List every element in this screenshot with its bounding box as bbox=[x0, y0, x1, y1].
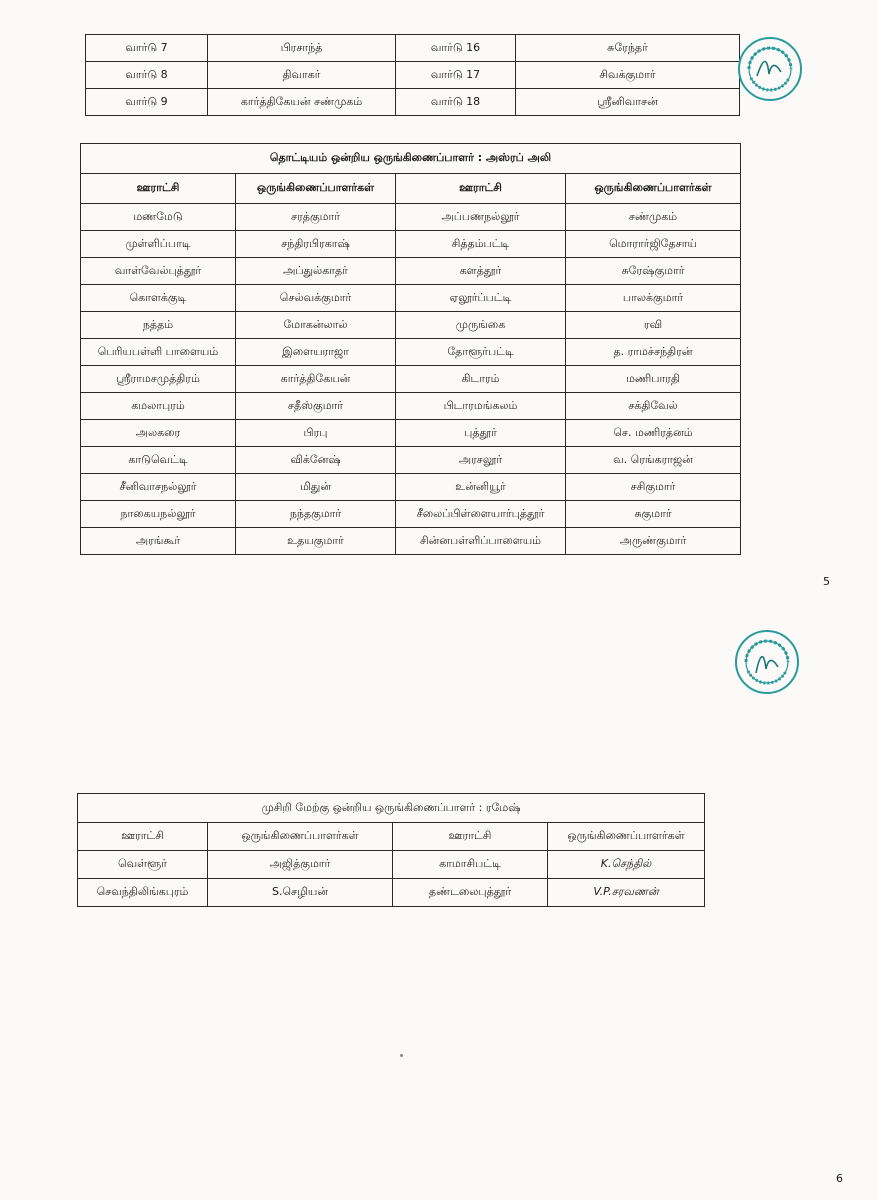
table-cell: பாலக்குமார் bbox=[566, 285, 741, 312]
table-cell: ஏலூர்ப்பட்டி bbox=[396, 285, 566, 312]
table-row bbox=[81, 528, 741, 555]
column-header: ஒருங்கிணைப்பாளர்கள் bbox=[236, 174, 396, 204]
table-cell: காமாசிபட்டி bbox=[393, 851, 548, 879]
table-cell: சசிகுமார் bbox=[566, 474, 741, 501]
table-cell: வார்டு 18 bbox=[396, 89, 516, 116]
table-cell: அப்பணநல்லூர் bbox=[396, 204, 566, 231]
table-cell: கொளக்குடி bbox=[81, 285, 236, 312]
table-cell: திவாகர் bbox=[208, 62, 396, 89]
table-cell: பிரசாந்த் bbox=[208, 35, 396, 62]
column-header: ஊராட்சி bbox=[393, 823, 548, 851]
table-cell: சீலைப்பிள்ளையார்புத்தூர் bbox=[396, 501, 566, 528]
table-cell: கிடாரம் bbox=[396, 366, 566, 393]
table-cell: S.செழியன் bbox=[208, 879, 393, 907]
table-row bbox=[81, 420, 741, 447]
table-cell: முள்ளிப்பாடி bbox=[81, 231, 236, 258]
table-cell: அஜித்குமார் bbox=[208, 851, 393, 879]
table-row bbox=[78, 851, 705, 879]
table-cell: சீனிவாசநல்லூர் bbox=[81, 474, 236, 501]
table-cell: வார்டு 17 bbox=[396, 62, 516, 89]
table-cell: மொரார்ஜிதேசாய் bbox=[566, 231, 741, 258]
table-cell: வார்டு 7 bbox=[86, 35, 208, 62]
table-row bbox=[81, 339, 741, 366]
table-cell: கமலாபுரம் bbox=[81, 393, 236, 420]
ward-coordinators-table bbox=[85, 34, 740, 116]
table-row bbox=[78, 879, 705, 907]
table-row bbox=[86, 35, 740, 62]
table-cell: மோகன்லால் bbox=[236, 312, 396, 339]
table-cell: அப்துல்காதர் bbox=[236, 258, 396, 285]
table-cell: மணிபாரதி bbox=[566, 366, 741, 393]
table-cell: ரவி bbox=[566, 312, 741, 339]
table-cell: இளையராஜா bbox=[236, 339, 396, 366]
table-cell: பிடாரமங்கலம் bbox=[396, 393, 566, 420]
table-cell: பிரபு bbox=[236, 420, 396, 447]
table-cell: நத்தம் bbox=[81, 312, 236, 339]
table-cell: செ. மணிரத்னம் bbox=[566, 420, 741, 447]
table-cell: வார்டு 16 bbox=[396, 35, 516, 62]
table-row bbox=[86, 62, 740, 89]
column-header: ஒருங்கிணைப்பாளர்கள் bbox=[208, 823, 393, 851]
table-title: முசிறி மேற்கு ஒன்றிய ஒருங்கிணைப்பாளர் : ரமேஷ் bbox=[78, 794, 705, 823]
table-cell: அலகரை bbox=[81, 420, 236, 447]
speck bbox=[400, 1054, 403, 1057]
table-cell: ஸ்ரீனிவாசன் bbox=[516, 89, 740, 116]
table-cell: உதயகுமார் bbox=[236, 528, 396, 555]
table-row bbox=[81, 285, 741, 312]
table-row bbox=[81, 312, 741, 339]
thottiyam-coordinators-table bbox=[80, 143, 741, 555]
table-row bbox=[81, 393, 741, 420]
table-cell: கார்த்திகேயன் bbox=[236, 366, 396, 393]
table-cell: புத்தூர் bbox=[396, 420, 566, 447]
table-cell: சுகுமார் bbox=[566, 501, 741, 528]
table-row bbox=[81, 231, 741, 258]
party-seal-icon bbox=[737, 36, 803, 102]
table-cell: நாகையநல்லூர் bbox=[81, 501, 236, 528]
table-cell: நந்தகுமார் bbox=[236, 501, 396, 528]
table-cell: தோளூர்பட்டி bbox=[396, 339, 566, 366]
table-cell: K.செந்தில் bbox=[548, 851, 705, 879]
table-cell: களத்தூர் bbox=[396, 258, 566, 285]
table-cell: அரங்கூர் bbox=[81, 528, 236, 555]
table-row bbox=[81, 366, 741, 393]
table-cell: அரசலூர் bbox=[396, 447, 566, 474]
table-cell: பெரியபள்ளி பாளையம் bbox=[81, 339, 236, 366]
table-cell: சித்தம்பட்டி bbox=[396, 231, 566, 258]
column-header: ஊராட்சி bbox=[78, 823, 208, 851]
table-row bbox=[86, 89, 740, 116]
table-cell: வார்டு 9 bbox=[86, 89, 208, 116]
table-cell: வெள்ளூர் bbox=[78, 851, 208, 879]
table-cell: சக்திவேல் bbox=[566, 393, 741, 420]
table-row bbox=[81, 474, 741, 501]
table-cell: காடுவெட்டி bbox=[81, 447, 236, 474]
column-header: ஊராட்சி bbox=[81, 174, 236, 204]
table-cell: விக்னேஷ் bbox=[236, 447, 396, 474]
table-row bbox=[81, 258, 741, 285]
table-cell: சண்முகம் bbox=[566, 204, 741, 231]
table-row bbox=[81, 501, 741, 528]
table-cell: சிவக்குமார் bbox=[516, 62, 740, 89]
column-header: ஒருங்கிணைப்பாளர்கள் bbox=[566, 174, 741, 204]
column-header: ஒருங்கிணைப்பாளர்கள் bbox=[548, 823, 705, 851]
table-row bbox=[81, 204, 741, 231]
page-number: 5 bbox=[823, 575, 830, 588]
table-cell: முருங்கை bbox=[396, 312, 566, 339]
table-cell: த. ராமச்சந்திரன் bbox=[566, 339, 741, 366]
table-cell: வார்டு 8 bbox=[86, 62, 208, 89]
table-cell: சுரேஷ்குமார் bbox=[566, 258, 741, 285]
table-cell: செல்வக்குமார் bbox=[236, 285, 396, 312]
table-cell: ஸ்ரீராமசமுத்திரம் bbox=[81, 366, 236, 393]
table-cell: மணமேடு bbox=[81, 204, 236, 231]
table-cell: மிதுன் bbox=[236, 474, 396, 501]
table-cell: அருண்குமார் bbox=[566, 528, 741, 555]
musiri-west-coordinators-table bbox=[77, 793, 705, 907]
table-row bbox=[81, 447, 741, 474]
table-cell: தண்டலைபுத்தூர் bbox=[393, 879, 548, 907]
table-cell: கார்த்திகேயன் சண்முகம் bbox=[208, 89, 396, 116]
table-cell: வாள்வேல்புத்தூர் bbox=[81, 258, 236, 285]
party-seal-icon bbox=[734, 629, 800, 695]
column-header: ஊராட்சி bbox=[396, 174, 566, 204]
table-title: தொட்டியம் ஒன்றிய ஒருங்கிணைப்பாளர் : அஸ்ரப் அலி bbox=[81, 144, 741, 174]
table-cell: சந்திரபிரகாஷ் bbox=[236, 231, 396, 258]
table-cell: சின்னபள்ளிப்பாளையம் bbox=[396, 528, 566, 555]
page-number: 6 bbox=[836, 1172, 843, 1185]
table-cell: சரத்குமார் bbox=[236, 204, 396, 231]
table-cell: சதீஸ்குமார் bbox=[236, 393, 396, 420]
table-cell: உன்னியூர் bbox=[396, 474, 566, 501]
table-cell: V.P.சரவணன் bbox=[548, 879, 705, 907]
table-cell: வ. ரெங்கராஜன் bbox=[566, 447, 741, 474]
table-cell: செவந்திலிங்கபுரம் bbox=[78, 879, 208, 907]
table-cell: சுரேந்தர் bbox=[516, 35, 740, 62]
